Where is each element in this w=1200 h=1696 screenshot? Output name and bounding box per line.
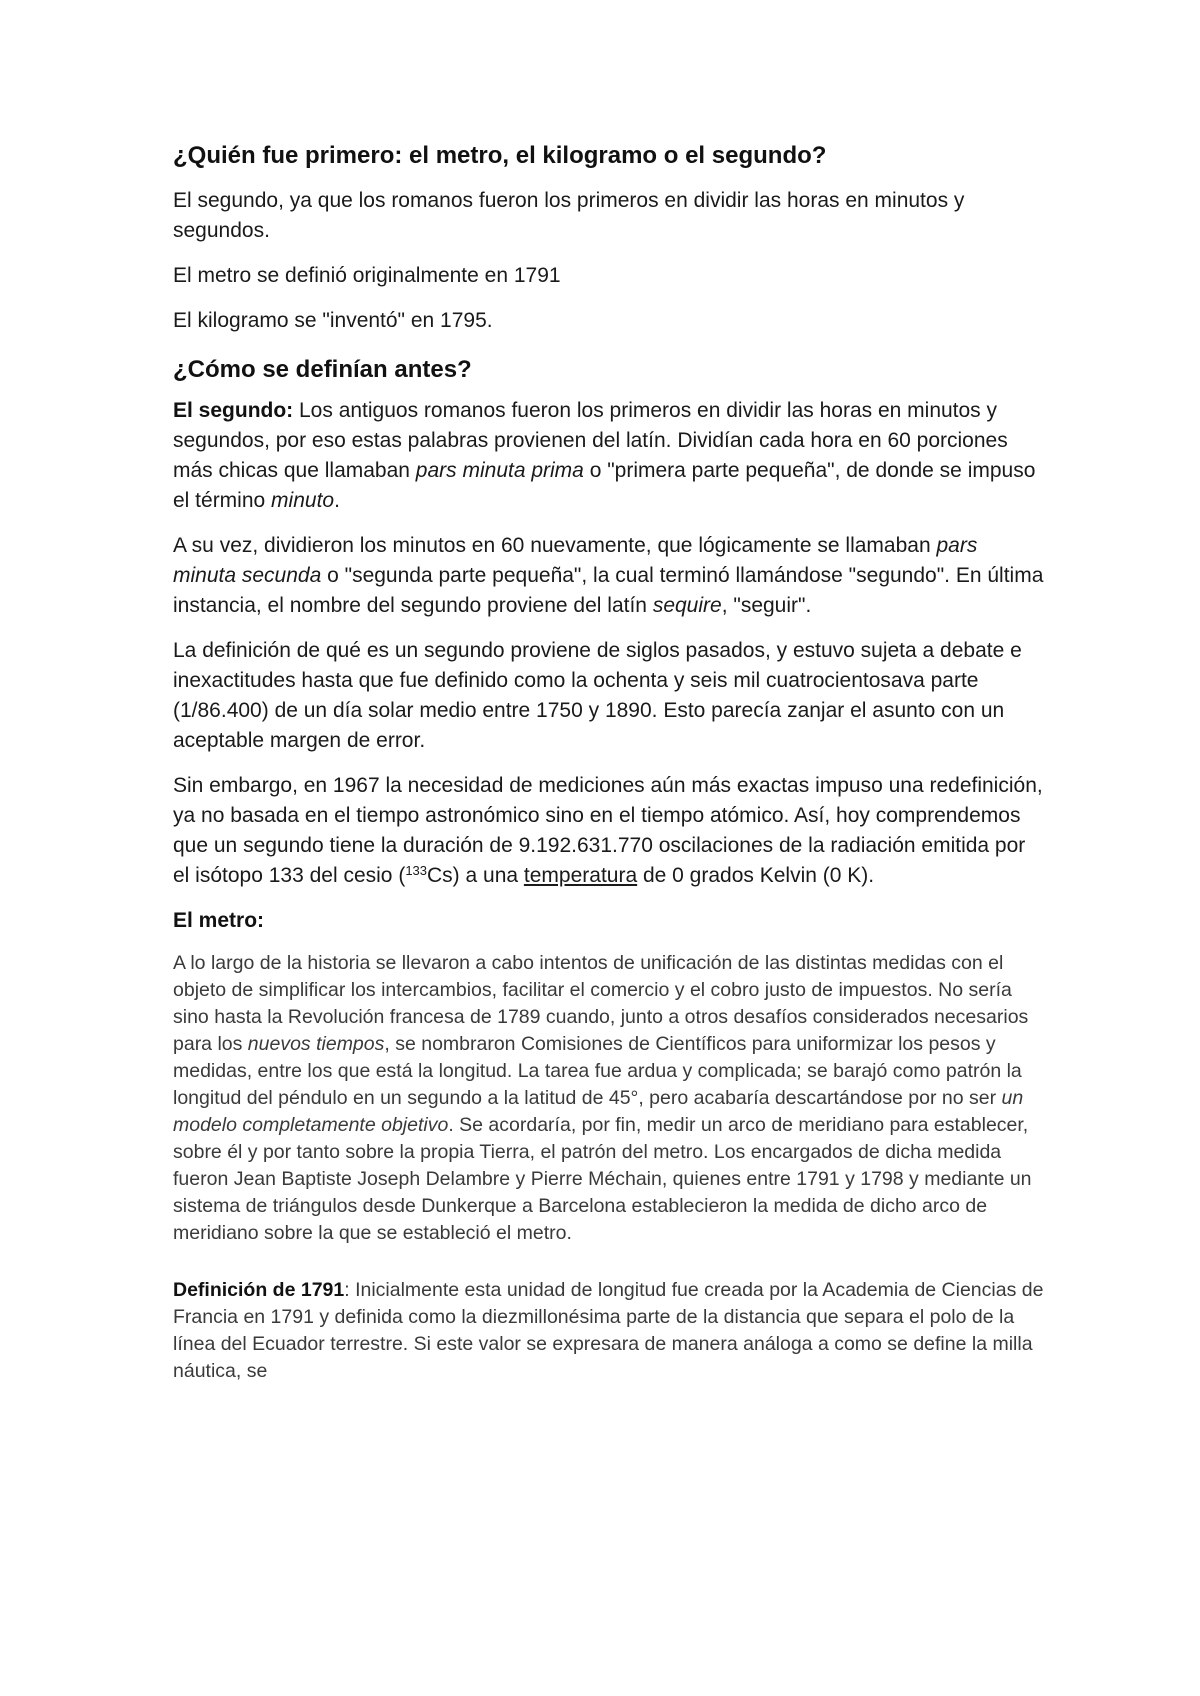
metro-p1-em-1: nuevos tiempos — [247, 1033, 385, 1055]
metro-p1-text-a: A lo largo de la historia se llevaron a cabo intentos de unificación de las distintas medidas con el objeto de simplificar los intercambios, facilitar el comercio y el cobro justo de impuestos. No sería sino hasta la Revolución francesa de 1789 cuando, junto a otros desafíos considerados necesarios para los — [173, 952, 1029, 1055]
segundo-paragraph-2 — [173, 531, 1045, 621]
metro-paragraph-1 — [173, 950, 1045, 1247]
segundo-p1-em-2: minuto — [271, 489, 335, 512]
cesium-superscript: 133 — [405, 863, 428, 878]
segundo-paragraph-3: La definición de qué es un segundo proviene de siglos pasados, y estuvo sujeta a debate e inexactitudes hasta que fue definido como la ochenta y seis mil cuatrocientosava parte (1/86.400) de un día solar medio entre 1750 y 1890. Esto parecía zanjar el asunto con un aceptable margen de error. — [173, 639, 1022, 752]
segundo-p4-text-c: de 0 grados Kelvin (0 K). — [637, 864, 875, 887]
heading-como-se-definian: ¿Cómo se definían antes? — [173, 356, 472, 383]
metro-definicion-1791 — [173, 1277, 1045, 1385]
segundo-p2-text-b: o "segunda parte pequeña", la cual terminó llamándose "segundo". En última instancia, el nombre del segundo proviene del latín — [173, 564, 1044, 617]
temperatura-link[interactable]: temperatura — [523, 864, 638, 887]
metro-p1-em-2: un modelo completamente objetivo — [173, 1087, 1024, 1136]
metro-label: El metro: — [173, 909, 265, 932]
segundo-paragraph-1 — [173, 396, 1045, 516]
segundo-p2-text-c: , "seguir". — [721, 594, 812, 617]
segundo-p4-text-b: Cs) a una — [427, 864, 524, 887]
segundo-p1-text-a: Los antiguos romanos fueron los primeros en dividir las horas en minutos y segundos, por eso estas palabras provienen del latín. Dividían cada hora en 60 porciones más chicas que llamaban — [173, 399, 1008, 482]
segundo-p1-text-c: . — [334, 489, 340, 512]
metro-p1-text-b: , se nombraron Comisiones de Científicos para uniformizar los pesos y medidas, entre los que está la longitud. La tarea fue ardua y complicada; se barajó como patrón la longitud del péndulo en un segundo a la latitud de 45°, pero acabaría descartándose por no ser — [173, 1033, 1022, 1109]
intro-paragraph-3: El kilogramo se "inventó" en 1795. — [173, 309, 493, 332]
definicion-1791-text: : Inicialmente esta unidad de longitud fue creada por la Academia de Ciencias de Francia en 1791 y definida como la diezmillonésima parte de la distancia que separa el polo de la línea del Ecuador terrestre. Si este valor se expresara de manera análoga a como se define la milla náutica, se — [173, 1279, 1044, 1382]
segundo-p2-em-2: sequire — [652, 594, 722, 617]
segundo-p2-em-1: pars minuta secunda — [173, 534, 978, 587]
intro-paragraph-2: El metro se definió originalmente en 1791 — [173, 264, 561, 287]
segundo-p4-text-a: Sin embargo, en 1967 la necesidad de mediciones aún más exactas impuso una redefinición, ya no basada en el tiempo astronómico sino en el tiempo atómico. Así, hoy comprendemos que un segundo tiene la duración de 9.192.631.770 oscilaciones de la radiación emitida por el isótopo 133 del cesio ( — [173, 774, 1043, 887]
heading-quien-fue-primero: ¿Quién fue primero: el metro, el kilogramo o el segundo? — [173, 142, 827, 169]
segundo-paragraph-4 — [173, 771, 1045, 891]
segundo-p1-text-b: o "primera parte pequeña", de donde se impuso el término — [173, 459, 1036, 512]
metro-heading — [173, 906, 1045, 936]
segundo-p2-text-a: A su vez, dividieron los minutos en 60 nuevamente, que lógicamente se llamaban — [173, 534, 937, 557]
metro-p1-text-c: . Se acordaría, por fin, medir un arco de meridiano para establecer, sobre él y por tanto sobre la propia Tierra, el patrón del metro. Los encargados de dicha medida fueron Jean Baptiste Joseph Delambre y Pierre Méchain, quienes entre 1791 y 1798 y mediante un sistema de triángulos desde Dunkerque a Barcelona establecieron la medida de dicho arco de meridiano sobre la que se estableció el metro. — [173, 1114, 1032, 1244]
segundo-p1-em-1: pars minuta prima — [415, 459, 584, 482]
definicion-1791-label: Definición de 1791 — [173, 1279, 345, 1301]
document-page — [173, 140, 1045, 1415]
segundo-label: El segundo: — [173, 399, 294, 422]
intro-paragraph-1: El segundo, ya que los romanos fueron los primeros en dividir las horas en minutos y segundos. — [173, 189, 965, 242]
